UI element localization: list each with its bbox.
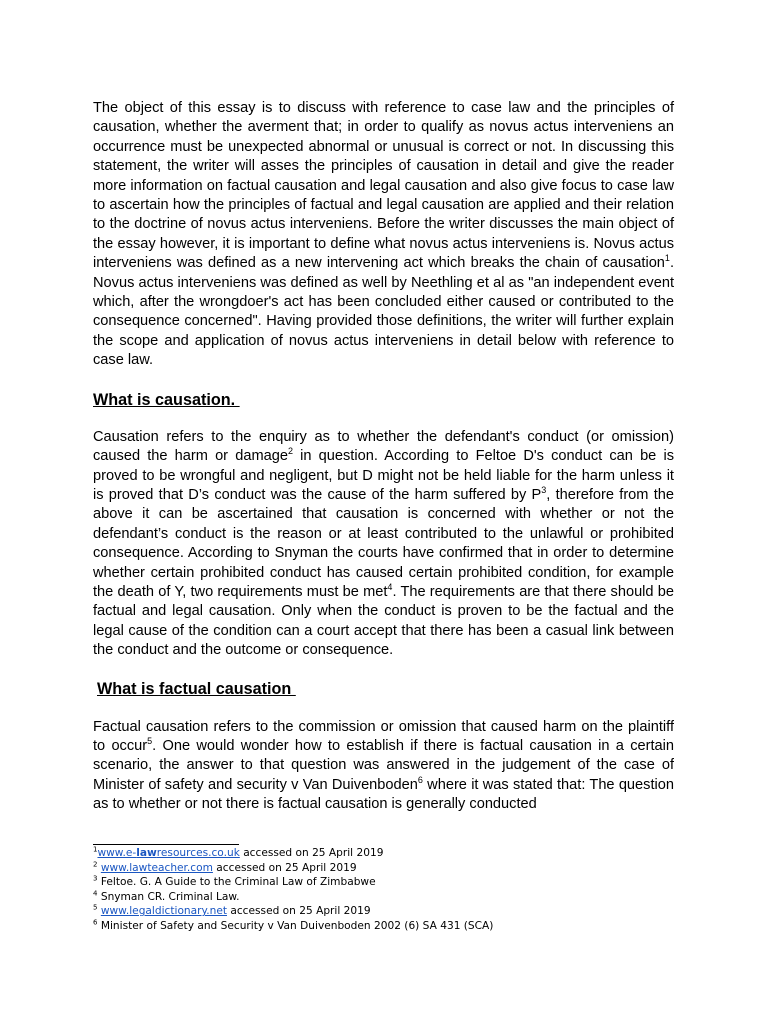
footnote-2: $^2$ www.lawteacher.com accessed on 25 April 2019 — [93, 860, 357, 874]
footnote-separator — [93, 844, 239, 845]
factual-causation-paragraph: Factual causation refers to the commission or omission that caused harm on the plaintiff to occur$^5$. One would wonder how to establish if there is factual causation in a certain scenario, the answer to that question was answered in the judgement of the case of Minister of safety and security v Van Duivenboden$^6$ where it was stated that: The question as to whether or not there is factual causation is generally conducted — [93, 718, 674, 813]
footnote-ref-6[interactable]: 6 — [417, 774, 423, 785]
intro-paragraph: The object of this essay is to discuss with reference to case law and the principles of causation, whether the averment that; in order to qualify as novus actus interveniens an occurrence must be unexpected abnormal or unusual is correct or not. In discussing this statement, the writer will asses the principles of causation in detail and give the reader more information on factual causation and legal causation and also give focus to case law to ascertain how the principles of factual and legal causation are applied and their relation to the doctrine of novus actus interveniens. Before the writer discusses the main object of the essay however, it is important to define what novus actus interveniens is. Novus actus interveniens was defined as a new intervening act which breaks the chain of causation$^1$. Novus actus interveniens was defined as well by Neethling et al as "an independent event which, after the wrongdoer's act has been concluded either caused or contributed to the consequence concerned". Having provided those definitions, the writer will further explain the scope and application of novus actus interveniens in detail below with reference to case law. — [93, 100, 674, 369]
footnote-4: $^4$ Snyman CR. Criminal Law. — [93, 889, 240, 903]
footnote-1: $^1$www.e-lawresources.co.uk accessed on 25 April 2019 — [93, 845, 384, 859]
section-heading-causation: What is causation. — [93, 390, 240, 409]
footnote-ref-5[interactable]: 5 — [147, 736, 153, 747]
footnote-ref-1[interactable]: 1 — [664, 253, 670, 264]
section-heading-factual-causation: What is factual causation — [97, 679, 296, 698]
footnote-1-link[interactable]: www.e-lawresources.co.uk — [97, 847, 240, 859]
footnote-5-link[interactable]: www.legaldictionary.net — [100, 905, 227, 918]
footnote-2-link[interactable]: www.lawteacher.com — [100, 861, 213, 874]
document-body — [93, 99, 674, 815]
footnote-6: $^6$ Minister of Safety and Security v Van Duivenboden 2002 (6) SA 431 (SCA) — [93, 918, 494, 932]
footnote-5: $^5$ www.legaldictionary.net accessed on 25 April 2019 — [93, 903, 371, 918]
factual-causation-clip — [93, 718, 674, 815]
footnote-ref-3[interactable]: 3 — [541, 485, 547, 496]
footnote-3: $^3$ Feltoe. G. A Guide to the Criminal Law of Zimbabwe — [93, 874, 376, 889]
footnote-ref-2[interactable]: 2 — [287, 446, 293, 457]
causation-paragraph: Causation refers to the enquiry as to whether the defendant's conduct (or omission) caused the harm or damage$^2$ in question. According to Feltoe D's conduct can be is proved to be wrongful and negligent, but D might not be held liable for the harm unless it is proved that D’s conduct was the cause of the harm suffered by $P^3$, therefore from the above it can be ascertained that causation is concerned with whether or not the defendant’s conduct is the reason or at least contributed to the unlawful or prohibited consequence. According to Snyman the courts have confirmed that in order to determine whether certain prohibited conduct has caused certain prohibited condition, for example the death of Y, two requirements must be met$^4$. The requirements are that there should be factual and legal causation. Only when the conduct is proven to be the factual and the legal cause of the condition can a court accept that there has been a casual link between the conduct and the outcome or consequence. — [93, 428, 674, 659]
footnote-ref-4[interactable]: 4 — [387, 582, 393, 593]
footnotes — [93, 844, 674, 934]
